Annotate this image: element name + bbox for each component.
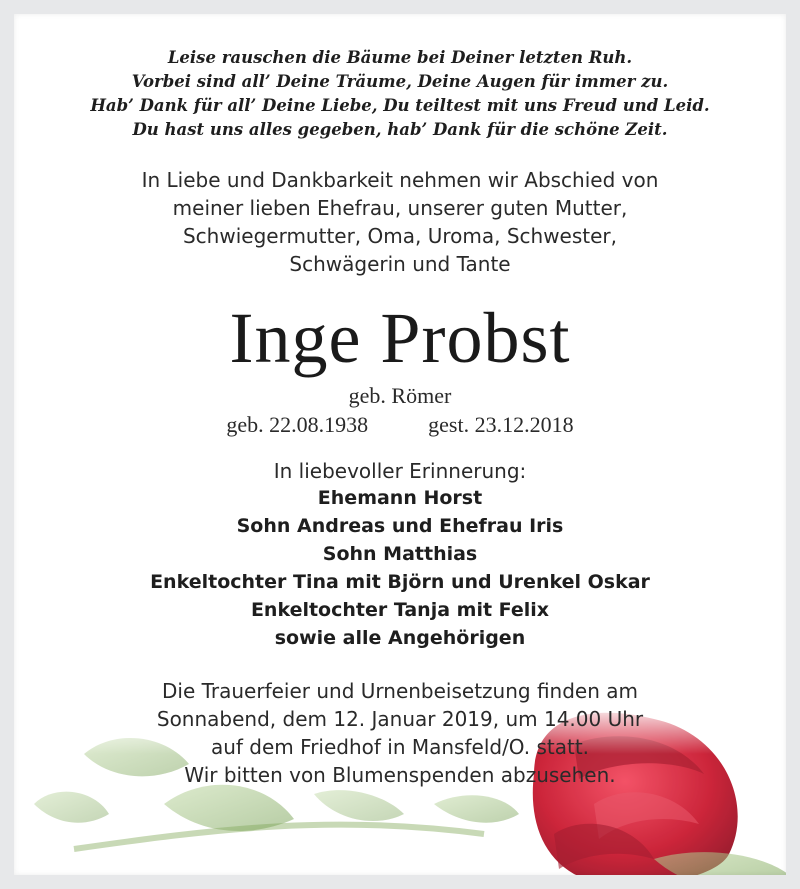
intro-line: Schwiegermutter, Oma, Uroma, Schwester,	[182, 224, 618, 248]
funeral-info	[14, 677, 786, 789]
mourner: Enkeltochter Tanja mit Felix	[250, 599, 550, 621]
poem-line: Leise rauschen die Bäume bei Deiner letzten Ruh.	[167, 48, 633, 67]
poem	[14, 46, 786, 142]
farewell-intro	[14, 166, 786, 278]
mourner: Ehemann Horst	[317, 487, 483, 509]
obituary-content	[14, 14, 786, 875]
intro-line: Schwägerin und Tante	[289, 252, 511, 276]
intro-line: meiner lieben Ehefrau, unserer guten Mutter,	[172, 196, 628, 220]
life-dates	[14, 410, 786, 440]
death-date: gest. 23.12.2018	[428, 412, 574, 437]
birth-name: geb. Römer	[348, 383, 452, 408]
poem-line: Vorbei sind all’ Deine Träume, Deine Augen für immer zu.	[131, 72, 669, 91]
funeral-line: Sonnabend, dem 12. Januar 2019, um 14.00 Uhr	[156, 707, 644, 731]
funeral-line: Die Trauerfeier und Urnenbeisetzung finden am	[161, 679, 638, 703]
poem-line: Hab’ Dank für all’ Deine Liebe, Du teiltest mit uns Freud und Leid.	[90, 96, 710, 115]
poem-line: Du hast uns alles gegeben, hab’ Dank für die schöne Zeit.	[132, 120, 668, 139]
mourner: sowie alle Angehörigen	[274, 627, 526, 649]
mourner: Sohn Matthias	[322, 543, 478, 565]
birth-date: geb. 22.08.1938	[226, 412, 369, 437]
intro-line: In Liebe und Dankbarkeit nehmen wir Abschied von	[141, 168, 659, 192]
deceased-name: Inge Probst	[229, 298, 571, 378]
memory-intro: In liebevoller Erinnerung:	[273, 459, 527, 483]
mourners-list	[14, 484, 786, 652]
mourner: Enkeltochter Tina mit Björn und Urenkel Oskar	[150, 571, 650, 593]
funeral-line: Wir bitten von Blumenspenden abzusehen.	[184, 763, 616, 787]
mourner: Sohn Andreas und Ehefrau Iris	[236, 515, 564, 537]
funeral-line: auf dem Friedhof in Mansfeld/O. statt.	[210, 735, 590, 759]
